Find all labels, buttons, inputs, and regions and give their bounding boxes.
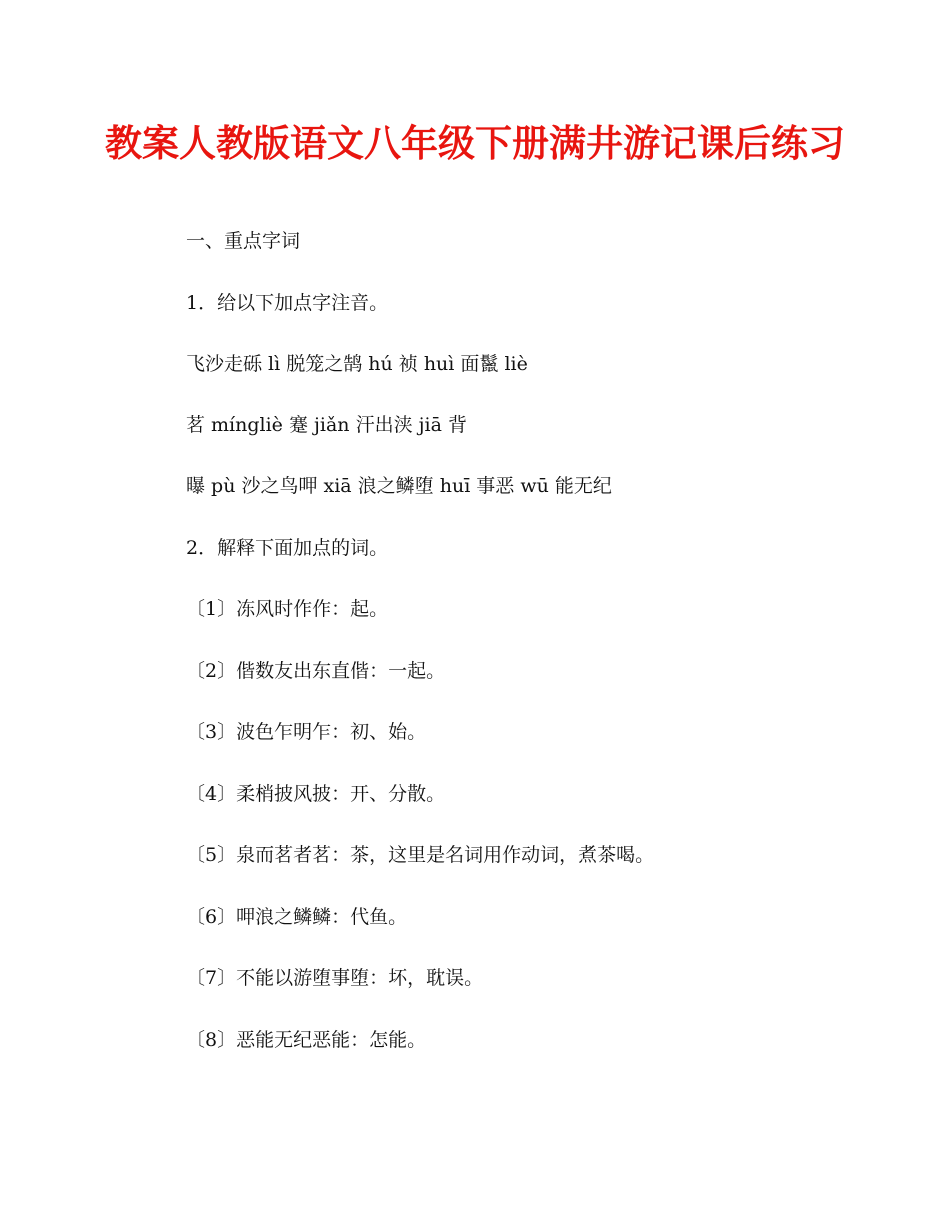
question-1-prompt: 1．给以下加点字注音。 — [186, 292, 389, 314]
definition-item: 〔2〕偕数友出东直偕：一起。 — [186, 660, 446, 682]
definition-item: 〔5〕泉而茗者茗：茶，这里是名词用作动词，煮茶喝。 — [186, 844, 655, 866]
definition-item: 〔7〕不能以游堕事堕：坏，耽误。 — [186, 967, 484, 989]
pinyin-line: 曝 pù 沙之鸟呷 xiā 浪之鳞堕 huī 事恶 wū 能无纪 — [186, 475, 612, 497]
definition-item: 〔3〕波色乍明乍：初、始。 — [186, 721, 427, 743]
pinyin-line: 茗 míngliè 蹇 jiǎn 汗出浃 jiā 背 — [186, 414, 467, 436]
definition-item: 〔6〕呷浪之鳞鳞：代鱼。 — [186, 906, 408, 928]
pinyin-line: 飞沙走砾 lì 脱笼之鹄 hú 祯 huì 面鬣 liè — [186, 353, 528, 375]
definition-item: 〔8〕恶能无纪恶能：怎能。 — [186, 1029, 427, 1051]
question-2-prompt: 2．解释下面加点的词。 — [186, 537, 389, 559]
section-heading: 一、重点字词 — [186, 230, 301, 252]
document-title: 教案人教版语文八年级下册满井游记课后练习 — [105, 122, 845, 165]
definition-item: 〔1〕冻风时作作：起。 — [186, 598, 389, 620]
definition-item: 〔4〕柔梢披风披：开、分散。 — [186, 783, 446, 805]
